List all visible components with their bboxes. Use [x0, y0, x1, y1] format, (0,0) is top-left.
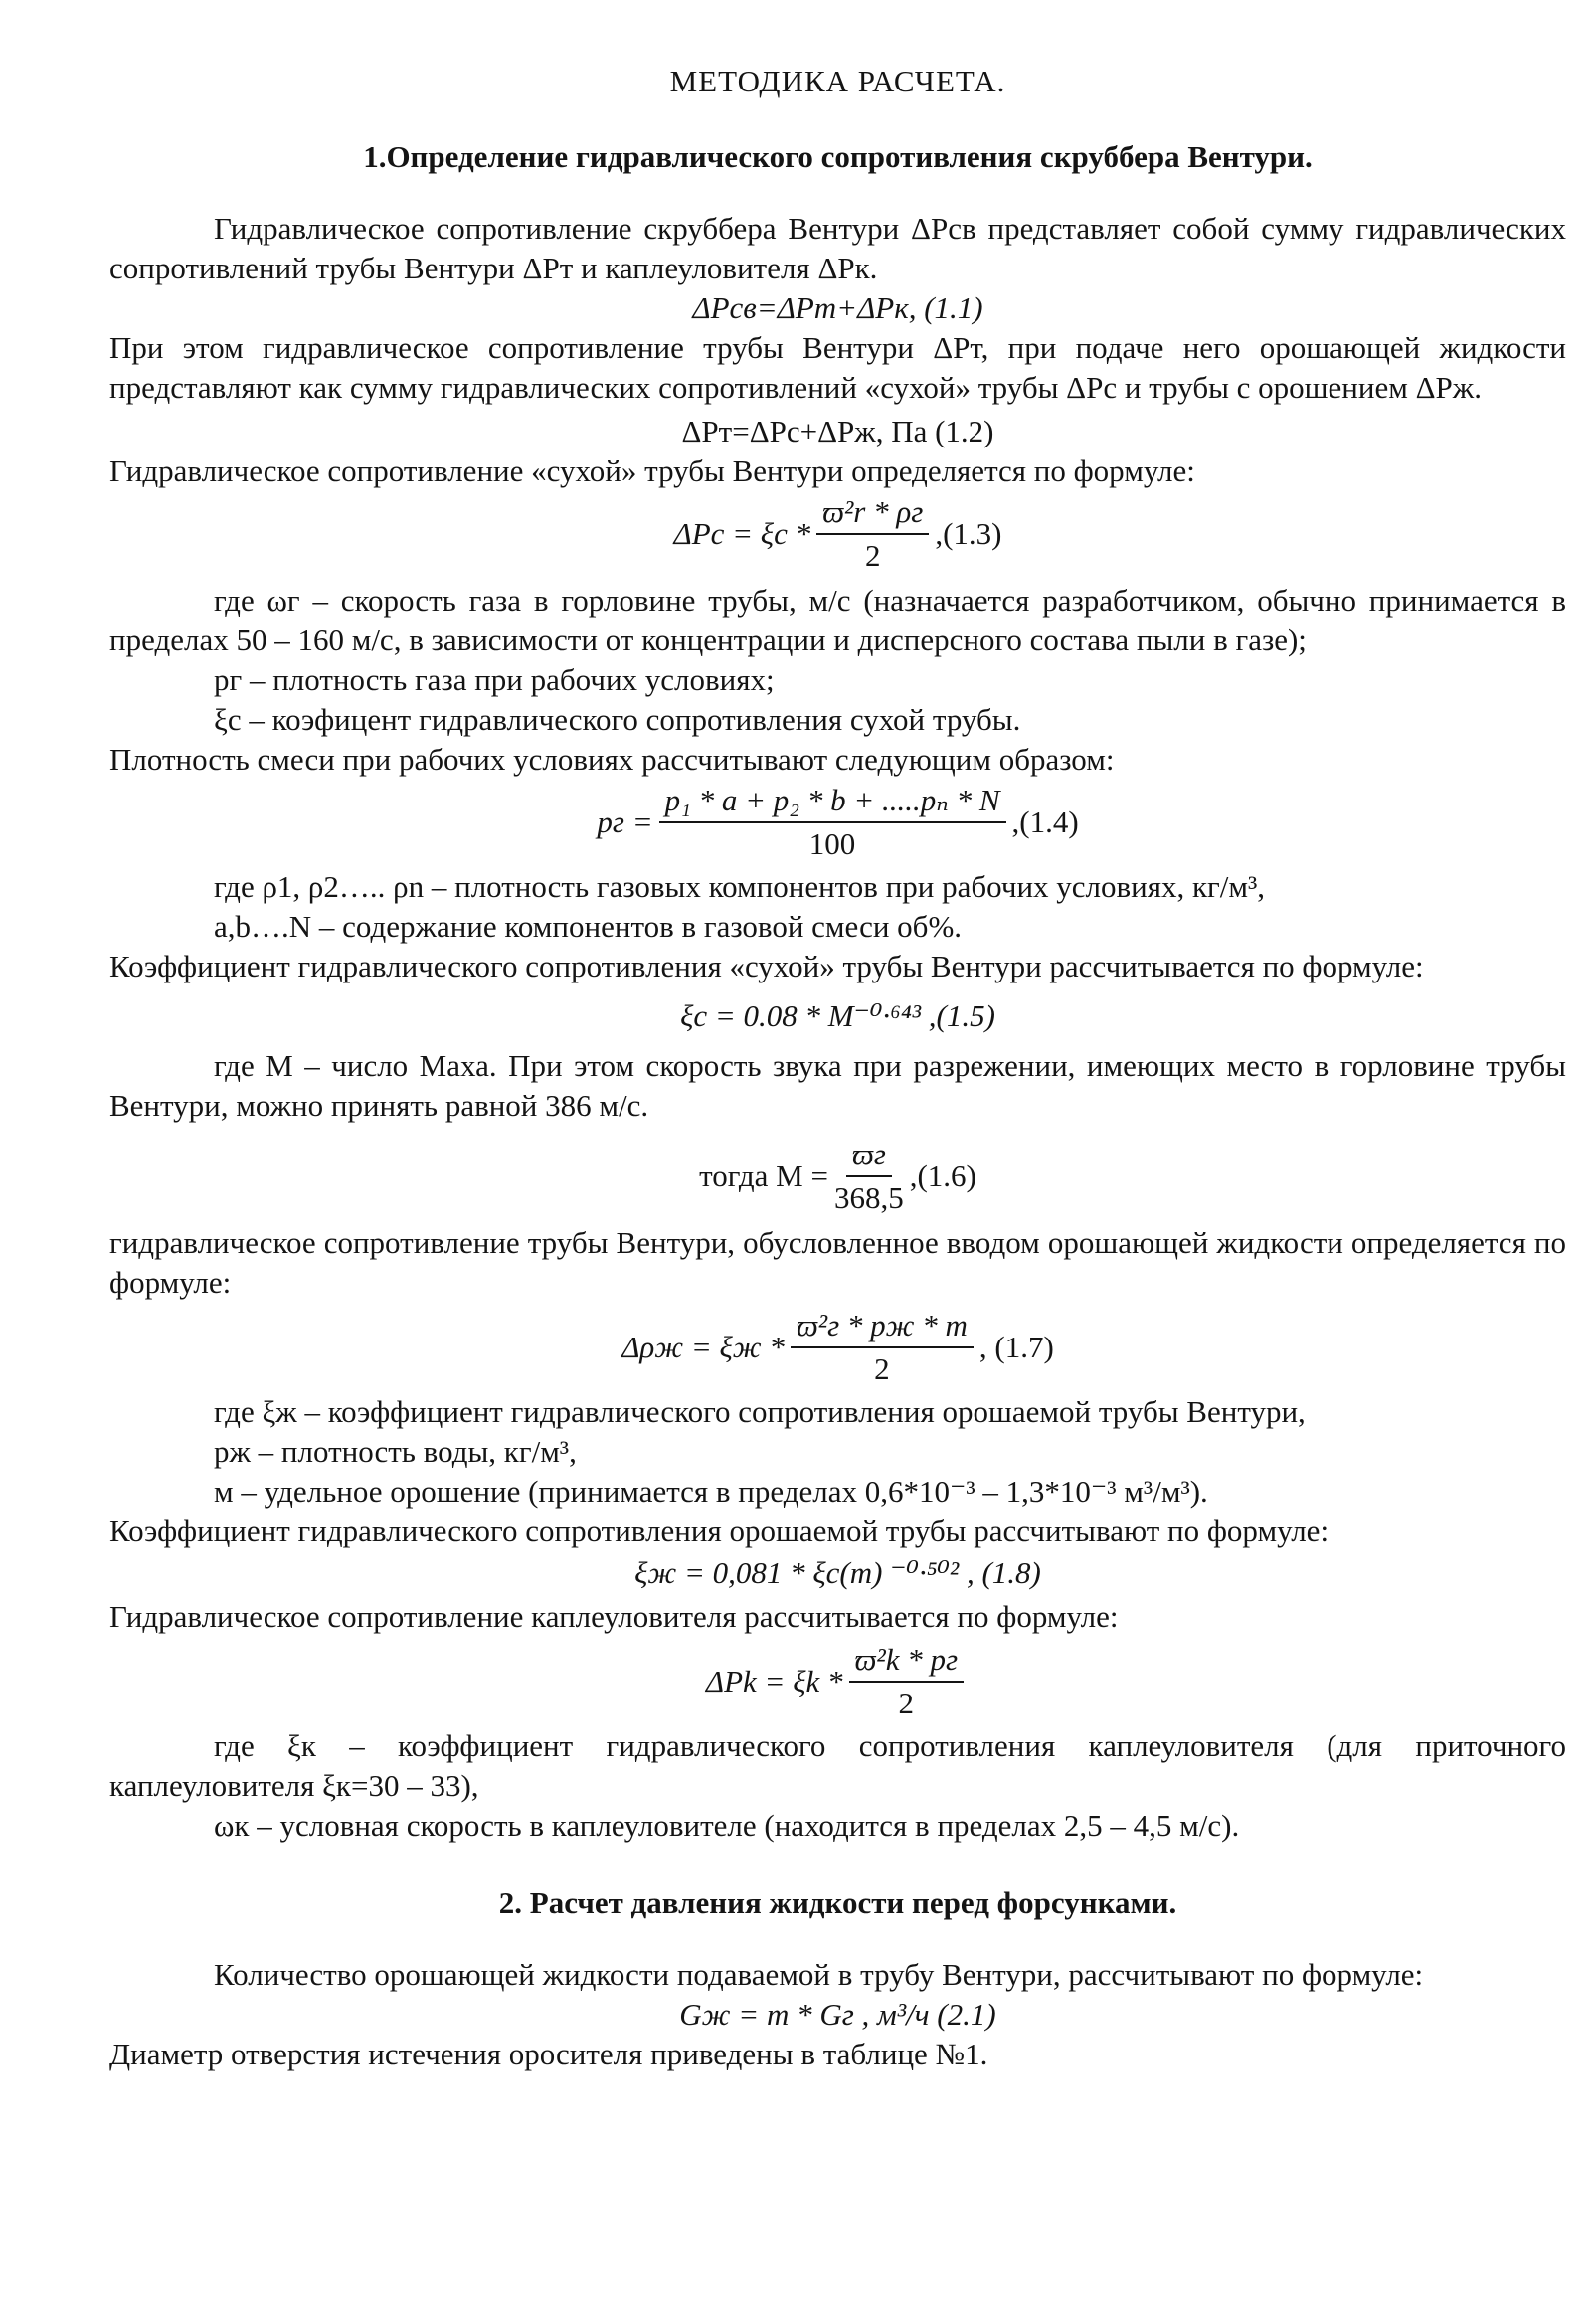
formula-1-8: ξж = 0,081 * ξс(m) ⁻⁰·⁵⁰² , (1.8): [634, 1555, 1041, 1590]
paragraph: где ρ1, ρ2….. ρn – плотность газовых компонентов при рабочих условиях, кг/м³,: [214, 869, 1266, 904]
formula-1-2: ΔPт=ΔPс+ΔPж, Па (1.2): [681, 414, 994, 448]
fraction-denominator: 2: [874, 1351, 890, 1386]
fraction: [834, 1136, 904, 1217]
paragraph: где М – число Маха. При этом скорость звука при разрежении, имеющих место в горловине трубы Вентури, можно принять равной 386 м/с.: [109, 1048, 1566, 1123]
formula-1-7: [109, 1307, 1566, 1388]
formula-tag: , (1.7): [978, 1330, 1054, 1364]
paragraph: При этом гидравлическое сопротивление трубы Вентури ΔPт, при подаче него орошающей жидкости представляют как сумму гидравлических сопротивлений «сухой» трубы ΔPс и трубы с орошением ΔPж.: [109, 330, 1566, 405]
formula-tag: ,(1.3): [935, 516, 1002, 551]
formula-1-1: ΔPсв=ΔPт+ΔPк, (1.1): [692, 290, 983, 325]
fraction: [816, 493, 929, 575]
paragraph: ξс – коэфицент гидравлического сопротивления сухой трубы.: [214, 702, 1021, 737]
paragraph: a,b….N – содержание компонентов в газовой смеси об%.: [214, 909, 963, 944]
paragraph: Гидравлическое сопротивление скруббера Вентури ΔPсв представляет собой сумму гидравлических сопротивлений трубы Вентури ΔPт и каплеуловителя ΔPк.: [109, 211, 1566, 285]
formula-1-4: [109, 782, 1566, 863]
formula-tag: ,(1.4): [1011, 804, 1079, 839]
paragraph: м – удельное орошение (принимается в пределах 0,6*10⁻³ – 1,3*10⁻³ м³/м³).: [214, 1474, 1208, 1509]
paragraph: ωк – условная скорость в каплеуловителе (находится в пределах 2,5 – 4,5 м/с).: [214, 1808, 1240, 1843]
fraction-denominator: 368,5: [833, 1180, 904, 1215]
formula-catcher: [109, 1641, 1566, 1722]
paragraph: Гидравлическое сопротивление «сухой» трубы Вентури определяется по формуле:: [109, 453, 1195, 488]
paragraph: Диаметр отверстия истечения оросителя приведены в таблице №1.: [109, 2037, 988, 2071]
formula-lhs: pг =: [597, 804, 653, 839]
fraction: [791, 1307, 974, 1388]
paragraph: Плотность смеси при рабочих условиях рассчитывают следующим образом:: [109, 742, 1115, 777]
paragraph: Гидравлическое сопротивление каплеуловителя рассчитывается по формуле:: [109, 1599, 1119, 1634]
paragraph: где ξж – коэффициент гидравлического сопротивления орошаемой трубы Вентури,: [214, 1394, 1306, 1429]
paragraph: pж – плотность воды, кг/м³,: [214, 1434, 577, 1469]
fraction: [849, 1641, 965, 1722]
fraction-denominator: 2: [864, 538, 881, 573]
fraction-numerator: ϖ²г * pж * m: [791, 1307, 974, 1348]
formula-1-6: [109, 1136, 1566, 1217]
formula-1-3: [109, 493, 1566, 575]
document-title: МЕТОДИКА РАСЧЕТА.: [669, 64, 1006, 98]
fraction-denominator: 2: [898, 1686, 915, 1720]
fraction-denominator: 100: [808, 826, 856, 861]
paragraph: где ξк – коэффициент гидравлического сопротивления каплеуловителя (для приточного каплеуловителя ξк=30 – 33),: [109, 1728, 1566, 1803]
paragraph: гидравлическое сопротивление трубы Вентури, обусловленное вводом орошающей жидкости определяется по формуле:: [109, 1225, 1566, 1300]
formula-tag: ,(1.6): [909, 1159, 976, 1193]
paragraph: Количество орошающей жидкости подаваемой в трубу Вентури, рассчитывают по формуле:: [214, 1957, 1424, 1992]
document-page: [109, 58, 1566, 2074]
fraction: [659, 782, 1006, 863]
formula-lhs: ΔPс = ξс *: [673, 516, 811, 551]
paragraph: Коэффициент гидравлического сопротивления «сухой» трубы Вентури рассчитывается по формуле:: [109, 949, 1424, 983]
fraction-numerator: ϖ²k * pг: [849, 1641, 965, 1683]
formula-lhs: Δρж = ξж *: [621, 1330, 785, 1364]
formula-1-5: ξс = 0.08 * M⁻⁰·⁶⁴³ ,(1.5): [680, 998, 995, 1033]
fraction-numerator: ϖ²r * ρг: [816, 493, 929, 535]
fraction-numerator: p₁ * a + p₂ * b + .....pₙ * N: [659, 782, 1006, 823]
paragraph: Коэффициент гидравлического сопротивления орошаемой трубы рассчитывают по формуле:: [109, 1514, 1330, 1548]
paragraph: pг – плотность газа при рабочих условиях;: [214, 662, 775, 697]
formula-2-1: Gж = m * Gг , м³/ч (2.1): [679, 1997, 996, 2032]
formula-lhs: ΔPk = ξk *: [705, 1664, 843, 1698]
fraction-numerator: ϖг: [846, 1136, 892, 1177]
section-heading-2: 2. Расчет давления жидкости перед форсунками.: [498, 1885, 1177, 1920]
paragraph: где ωг – скорость газа в горловине трубы, м/с (назначается разработчиком, обычно принимается в пределах 50 – 160 м/с, в зависимости от концентрации и дисперсного состава пыли в газе);: [109, 583, 1566, 657]
formula-lhs: тогда M =: [699, 1159, 828, 1193]
section-heading-1: 1.Определение гидравлического сопротивления скруббера Вентури.: [363, 139, 1313, 174]
